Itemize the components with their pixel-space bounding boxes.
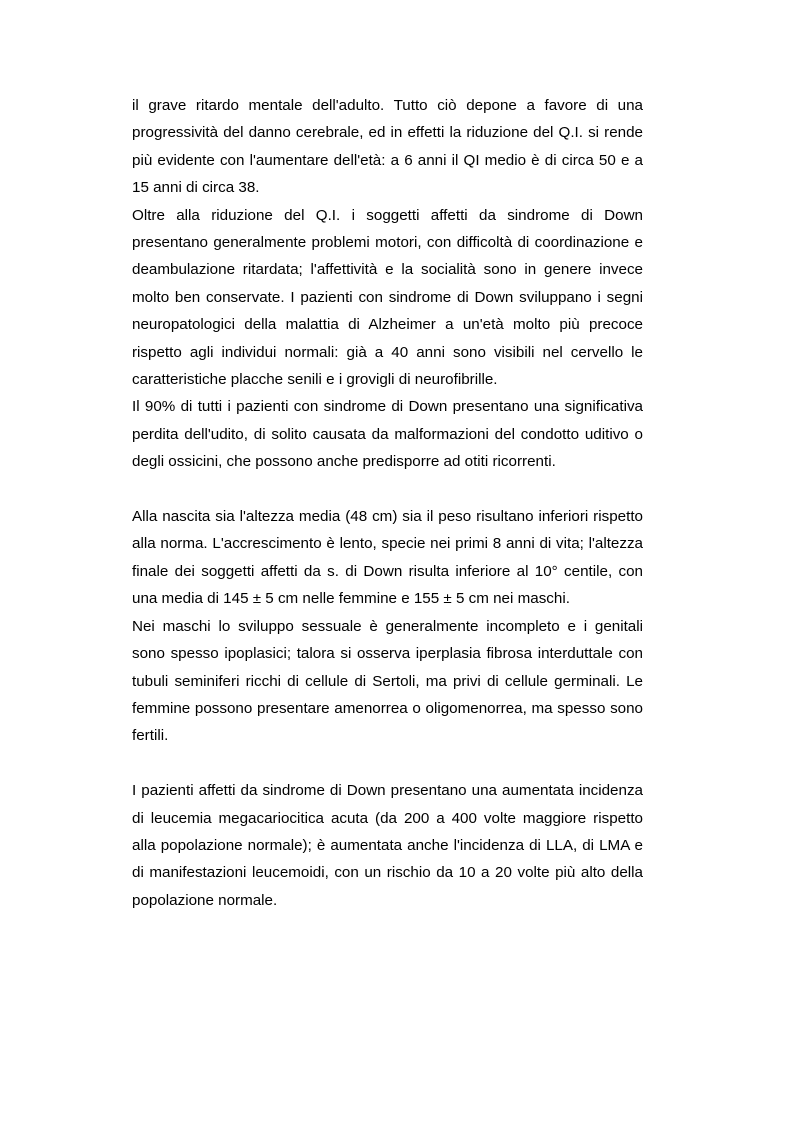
paragraph-qi-progression: il grave ritardo mentale dell'adulto. Tutto ciò depone a favore di una progressività del danno cerebrale, ed in effetti la riduzione del Q.I. si rende più evidente con l'aumentare dell'età: a 6 anni il QI medio è di circa 50 e a 15 anni di circa 38. [132, 97, 643, 197]
paragraph-hearing-loss: Il 90% di tutti i pazienti con sindrome di Down presentano una significativa perdita dell'udito, di solito causata da malformazioni del condotto uditivo o degli ossicini, che possono anche predisporre ad otiti ricorrenti. [132, 398, 643, 471]
body-text [132, 92, 643, 914]
paragraph-spacer [132, 750, 643, 777]
paragraph-leukemia: I pazienti affetti da sindrome di Down presentano una aumentata incidenza di leucemia megacariocitica acuta (da 200 a 400 volte maggiore rispetto alla popolazione normale); è aumentata anche l'incidenza di LLA, di LMA e di manifestazioni leucemoidi, con un rischio da 10 a 20 volte più alto della popolazione normale. [132, 782, 643, 909]
paragraph-growth: Alla nascita sia l'altezza media (48 cm) sia il peso risultano inferiori rispetto alla norma. L'accrescimento è lento, specie nei primi 8 anni di vita; l'altezza finale dei soggetti affetti da s. di Down risulta inferiore al 10° centile, con una media di 145 ± 5 cm nelle femmine e 155 ± 5 cm nei maschi. [132, 508, 643, 608]
paragraph-sexual-development: Nei maschi lo sviluppo sessuale è generalmente incompleto e i genitali sono spesso ipoplasici; talora si osserva iperplasia fibrosa interduttale con tubuli seminiferi ricchi di cellule di Sertoli, ma privi di cellule germinali. Le femmine possono presentare amenorrea o oligomenorrea, ma spesso sono fertili. [132, 617, 643, 745]
paragraph-spacer [132, 476, 643, 503]
paragraph-motor-alzheimer: Oltre alla riduzione del Q.I. i soggetti affetti da sindrome di Down presentano generalmente problemi motori, con difficoltà di coordinazione e deambulazione ritardata; l'affettività e la socialità sono in genere invece molto ben conservate. I pazienti con sindrome di Down sviluppano i segni neuropatologici della malattia di Alzheimer a un'età molto più precoce rispetto agli individui normali: già a 40 anni sono visibili nel cervello le caratteristiche placche senili e i grovigli di neurofibrille. [132, 206, 643, 389]
